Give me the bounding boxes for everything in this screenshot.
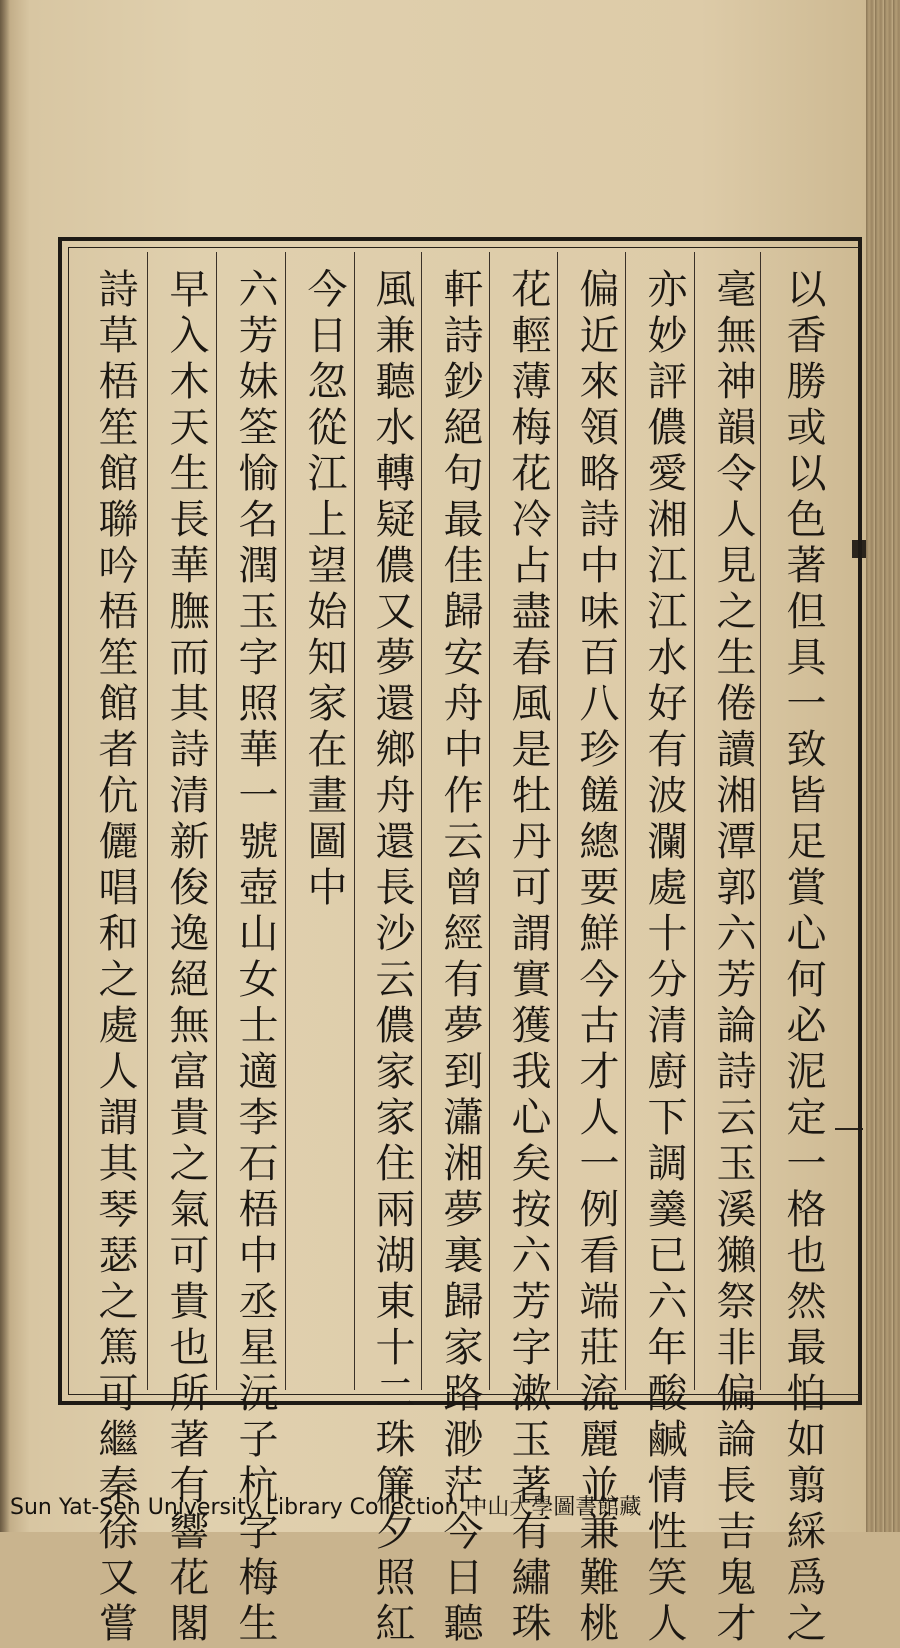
text-column-11 (85, 262, 145, 1648)
column-rule (216, 252, 217, 1390)
column-rule (694, 252, 695, 1390)
text-column-3 (634, 262, 694, 1648)
column-text: 今日忽從江上望始知家在畫圖中 (301, 268, 347, 912)
column-text: 偏近來領略詩中味百八珍饈總要鮮今古才人一例看端莊流麗並兼難桃 (573, 268, 619, 1648)
text-column-10 (156, 262, 216, 1648)
collection-caption: Sun Yat-Sen University Library Collection 中山大學圖書館藏 (10, 1495, 642, 1520)
column-rule (285, 252, 286, 1390)
text-column-8 (294, 262, 354, 1380)
text-column-1 (773, 262, 833, 1648)
column-text: 毫無神韻令人見之生倦讀湘潭郭六芳論詩云玉溪獺祭非偏論長吉鬼才 (710, 268, 756, 1648)
column-rule (147, 252, 148, 1390)
text-column-6 (430, 262, 490, 1648)
column-text: 早入木天生長華膴而其詩清新俊逸絕無富貴之氣可貴也所著有響花閣 (163, 268, 209, 1648)
text-column-7 (362, 262, 422, 1648)
column-text: 花輕薄梅花冷占盡春風是牡丹可謂實獲我心矣按六芳字漱玉著有繡珠 (505, 268, 551, 1648)
book-edge (866, 0, 900, 1532)
column-rule (354, 252, 355, 1390)
text-column-4 (566, 262, 626, 1648)
column-text: 亦妙評儂愛湘江江水好有波瀾處十分清廚下調羹已六年酸鹹情性笑人 (641, 268, 687, 1648)
spine-shadow (0, 0, 10, 1532)
column-text: 詩草梧笙館聯吟梧笙館者伉儷唱和之處人謂其琴瑟之篤可繼秦徐又嘗 (92, 268, 138, 1648)
column-text: 六芳妹筌愉名潤玉字照華一號壺山女士適李石梧中丞星沅子杭字梅生 (232, 268, 278, 1648)
column-text: 軒詩鈔絕句最佳歸安舟中作云曾經有夢到瀟湘夢裏歸家路渺茫今日聽 (437, 268, 483, 1648)
column-text: 風兼聽水轉疑儂又夢還鄉舟還長沙云儂家家住兩湖東十二珠簾夕照紅 (369, 268, 415, 1648)
text-column-5 (498, 262, 558, 1648)
column-text: 以香勝或以色著但具一致皆足賞心何必泥定一格也然最怕如翦綵爲之 (780, 268, 826, 1648)
text-column-2 (703, 262, 763, 1648)
text-column-9 (225, 262, 285, 1648)
